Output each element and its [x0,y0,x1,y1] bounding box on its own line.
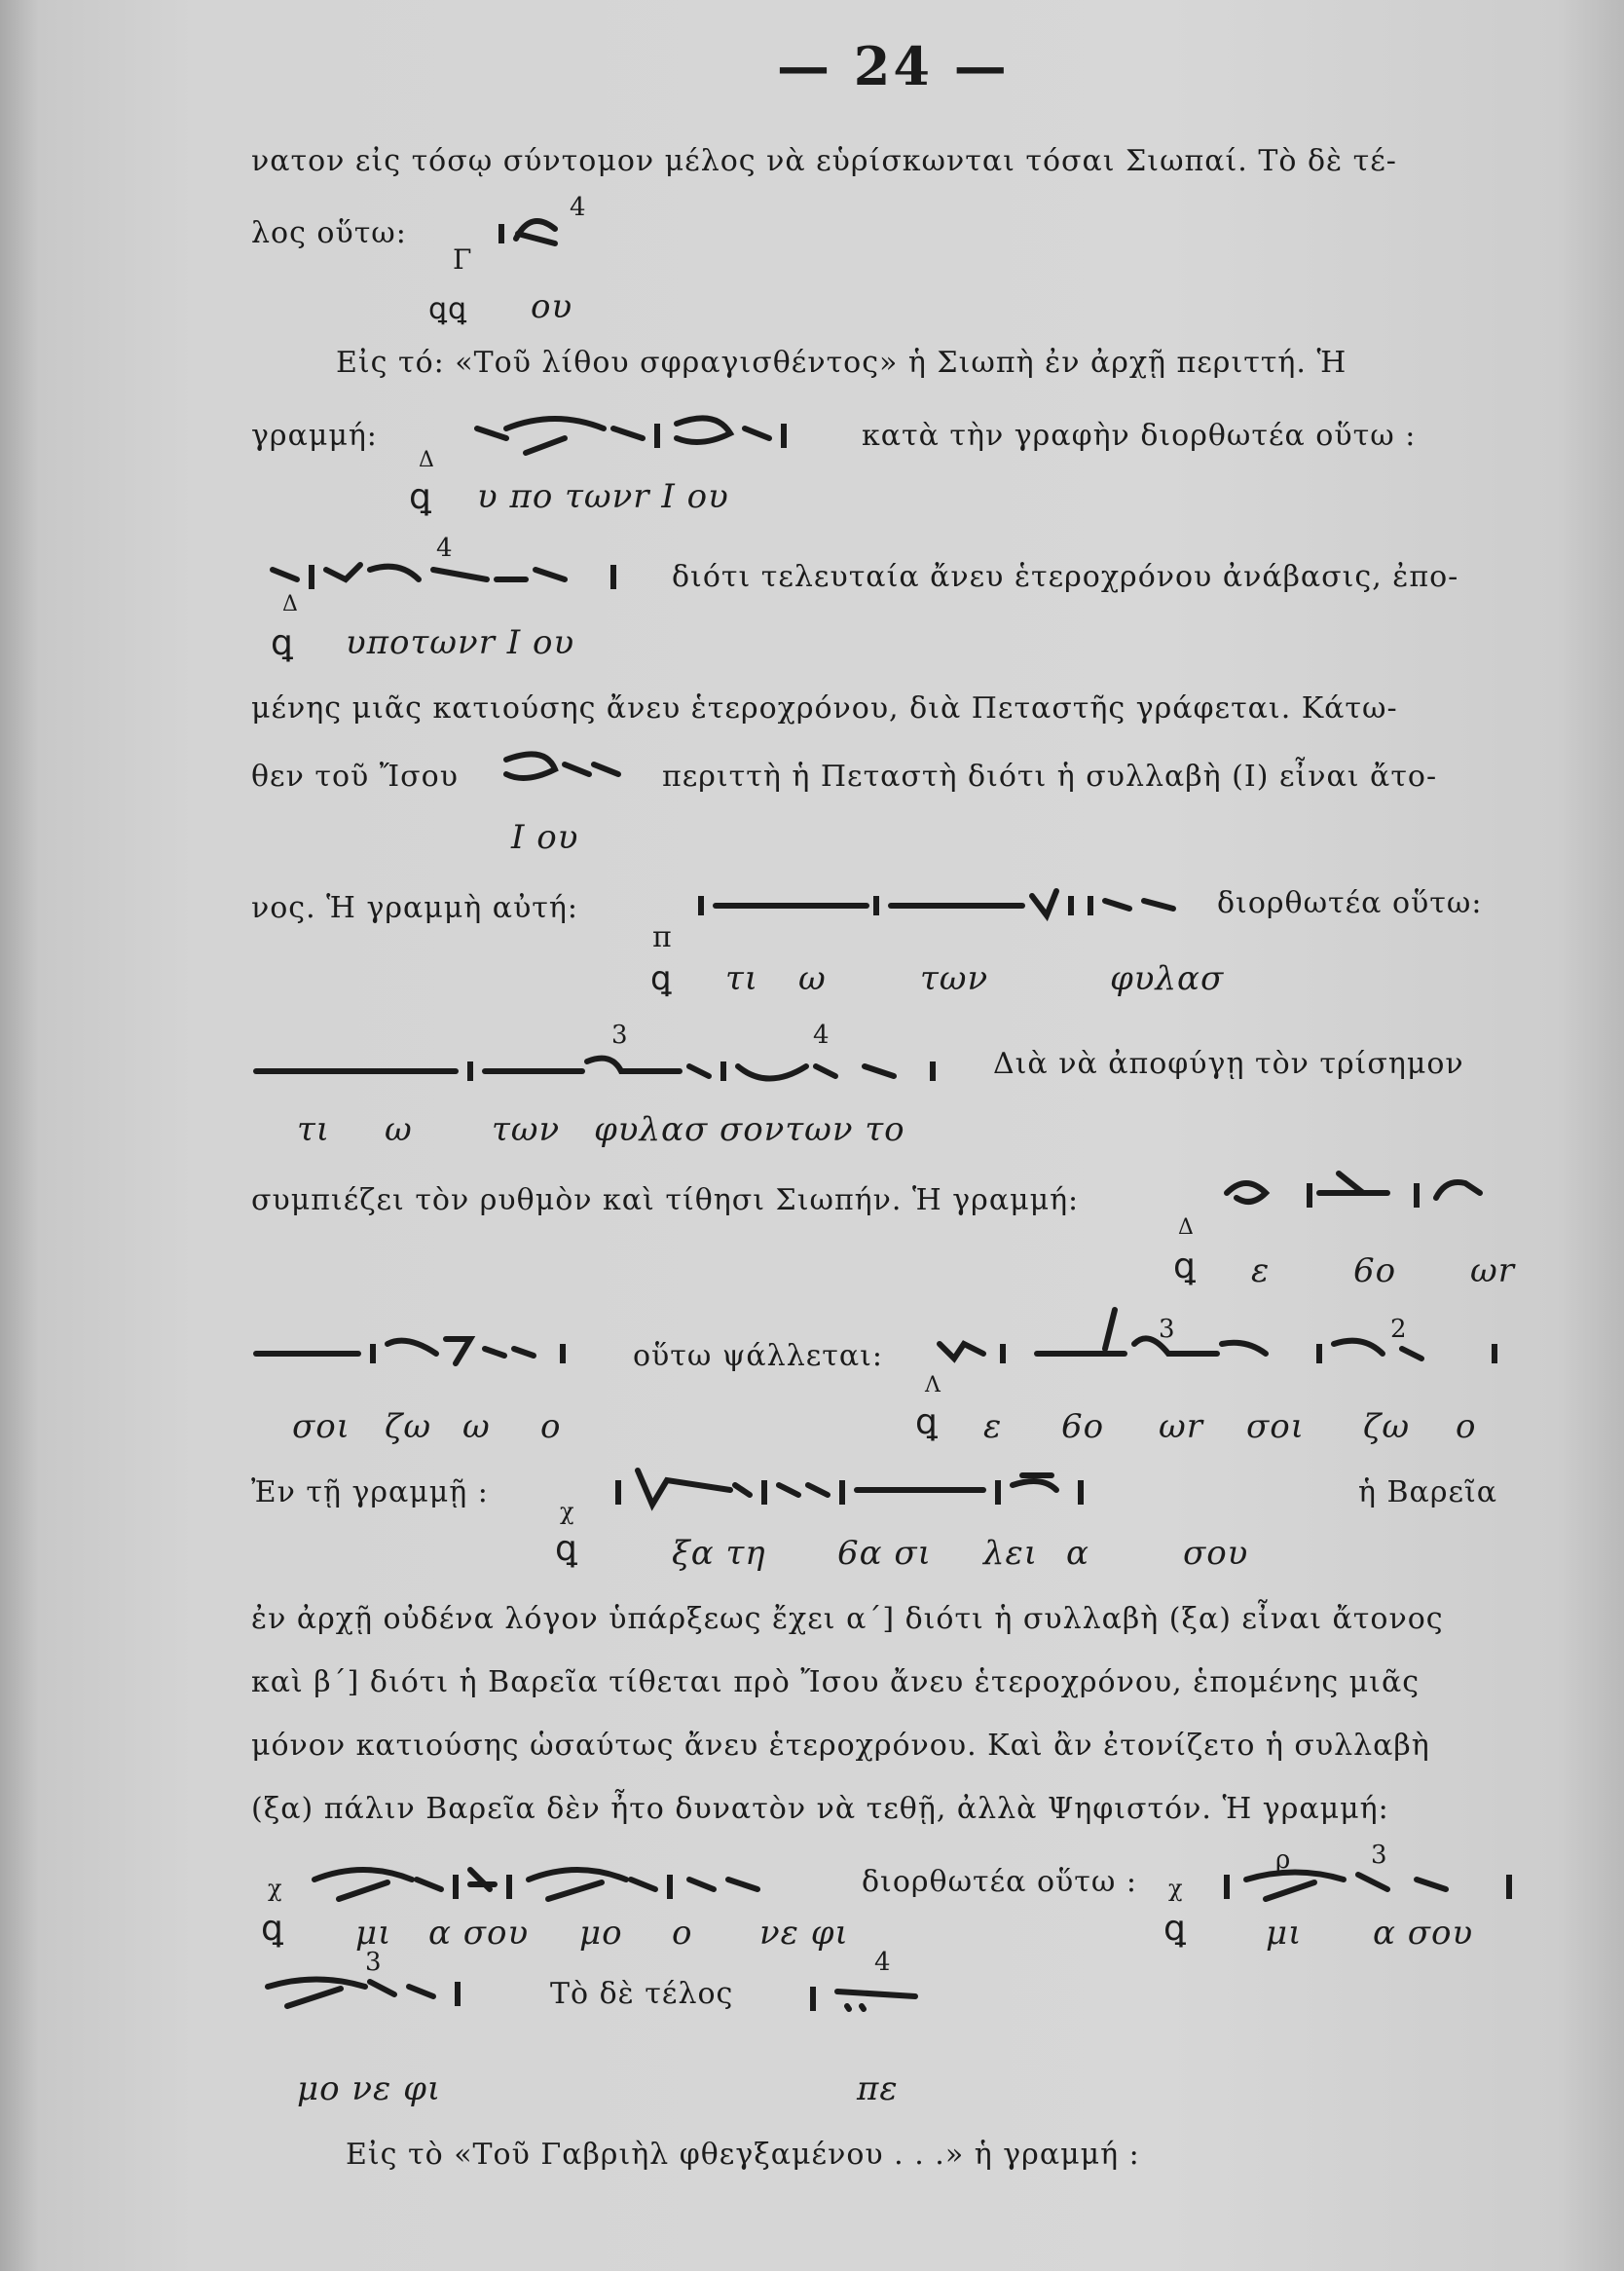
martyria-mark: ꝗ [915,1402,939,1442]
text-line: Τὸ δὲ τέλος [550,1977,734,2011]
syllable: πε [857,2069,899,2108]
text-line: ἡ Βαρεῖα [1358,1475,1498,1509]
text-line: μένης μιᾶς κατιούσης ἄνευ ἑτεροχρόνου, διὰ Πεταστῆς γράφεται. Κάτω- [251,691,1398,726]
neume-mark: ꝗꝗ [428,292,468,326]
syllable: σου [1183,1534,1249,1573]
chi-mark: χ [268,1875,282,1902]
martyria-mark: ꝗ [555,1529,578,1569]
numeral-mark: 3 [1371,1841,1387,1870]
syllable: νε φι [759,1914,849,1953]
syllable: σοι [1246,1407,1306,1446]
syllable: ο [540,1407,562,1446]
neume-sequence [251,1324,592,1383]
text-line: μόνον κατιούσης ὡσαύτως ἄνευ ἑτεροχρόνου. Καὶ ἂν ἐτονίζετο ἡ συλλαβὴ [251,1729,1430,1763]
syllable: φυλασ [1110,959,1225,998]
syllable-line: Ι ου [511,818,579,857]
text-line: Εἰς τό: «Τοῦ λίθου σφραγισθέντος» ἡ Σιωπὴ ἐν ἀρχῇ περιττή. Ἡ [336,346,1347,380]
delta-mark: Λ [925,1373,941,1397]
neume-sequence [467,409,818,477]
syllable: ο [672,1914,693,1953]
syllable: μο [579,1914,623,1953]
martyria-mark: ꝗ [650,959,673,998]
syllable: μι [355,1914,392,1953]
martyria-mark: Γ [453,243,473,276]
text-line: περιττὴ ἡ Πεταστὴ διότι ἡ συλλαβὴ (Ι) εἶναι ἄτο- [662,760,1438,794]
syllable: μι [1266,1914,1303,1953]
text-line: νατον εἰς τόσῳ σύντομον μέλος νὰ εὑρίσκωνται τόσαι Σιωπαί. Τὸ δὲ τέ- [251,144,1397,178]
text-line: λος οὕτω: [251,216,407,250]
syllable: τι [725,959,759,998]
syllable: ο [1456,1407,1477,1446]
chi-mark: χ [1168,1875,1183,1902]
syllable: ζω [1363,1407,1411,1446]
syllable-line: υ πο τωνr Ι ου [477,477,729,516]
text-line: Ἐν τῇ γραμμῇ : [251,1475,489,1509]
delta-mark: Δ [1178,1215,1194,1240]
text-line: κατὰ τὴν γραφὴν διορθωτέα οὕτω : [862,419,1417,453]
text-line: γραμμή: [251,419,378,453]
syllable: α σου [428,1914,530,1953]
numeral-mark: 3 [1159,1315,1175,1344]
text-line: (ξα) πάλιν Βαρεῖα δὲν ἦτο δυνατὸν νὰ τεθῇ, ἀλλὰ Ψηφιστόν. Ἡ γραμμή: [251,1792,1389,1826]
syllable: ω [462,1407,491,1446]
neume-sequence [263,555,633,604]
numeral-mark: 4 [874,1948,891,1977]
delta-mark: Δ [419,448,434,472]
martyria-mark: ꝗ [409,477,432,517]
numeral-mark: 4 [570,193,586,222]
syllable: 6ο [1061,1407,1105,1446]
text-line: διορθωτέα οὕτω: [1217,886,1483,920]
chi-mark: χ [560,1498,574,1525]
syllable: ε [983,1407,1003,1446]
syllable: μο νε φι [297,2069,442,2108]
syllable: σοι [292,1407,351,1446]
neume-glyph [808,1972,925,2030]
syllable: ε [1251,1251,1271,1290]
text-line: οὕτω ψάλλεται: [633,1339,883,1373]
numeral-mark: 4 [813,1021,830,1050]
syllable: ωr [1159,1407,1203,1446]
martyria-mark: ꝗ [1163,1909,1187,1949]
syllable: λει [983,1534,1039,1573]
syllable: ου [531,287,573,326]
syllable: 6ο [1353,1251,1397,1290]
syllable: των [492,1110,561,1149]
text-line: διορθωτέα οὕτω : [862,1865,1137,1899]
martyria-mark: ꝗ [1173,1247,1197,1286]
martyria-mark: ꝗ [261,1909,284,1949]
neume-sequence [1222,1169,1533,1227]
text-line: νος. Ἡ γραμμὴ αὐτή: [251,891,578,925]
syllable: τι [297,1110,331,1149]
syllable: ωr [1470,1251,1515,1290]
neume-sequence [696,881,1202,930]
syllable: 6α σι [837,1534,932,1573]
syllable: α σου [1373,1914,1474,1953]
rho-mark: ρ [1275,1845,1291,1875]
neume-sequence [263,1967,487,2026]
syllable: ξα τη [672,1534,766,1573]
syllable-line: υποτωνr Ι ου [346,623,575,662]
text-line: θεν τοῦ Ἴσου [251,760,459,794]
neume-glyph [497,205,565,263]
syllable: ω [385,1110,413,1149]
numeral-mark: 4 [436,534,453,563]
text-line: καὶ β´] διότι ἡ Βαρεῖα τίθεται πρὸ Ἴσου ἄνευ ἑτεροχρόνου, ἑπομένης μιᾶς [251,1665,1420,1699]
syllable: των [920,959,989,998]
page-number: — 24 — [777,35,1010,97]
martyria-mark: ꝗ [271,623,294,663]
numeral-mark: 3 [611,1021,628,1050]
neume-sequence [613,1461,1285,1519]
neume-glyph [497,745,623,803]
neume-sequence [935,1300,1519,1378]
syllable: ζω [385,1407,432,1446]
numeral-mark: 3 [365,1948,382,1977]
syllable: ω [798,959,827,998]
pi-mark: π [652,920,673,954]
text-line: ἐν ἀρχῇ οὐδένα λόγον ὑπάρξεως ἔχει α´] διότι ἡ συλλαβὴ (ξα) εἶναι ἄτονος [251,1602,1444,1636]
text-line: Εἰς τὸ «Τοῦ Γαβριὴλ φθεγξαμένου . . .» ἡ γραμμή : [346,2138,1140,2172]
syllable: α [1066,1534,1089,1573]
text-line: συμπιέζει τὸν ρυθμὸν καὶ τίθησι Σιωπήν. Ἡ γραμμή: [251,1183,1080,1217]
neume-sequence [251,1047,962,1105]
text-line: Διὰ νὰ ἀποφύγῃ τὸν τρίσημον [993,1047,1464,1081]
text-line: διότι τελευταία ἄνευ ἑτεροχρόνου ἀνάβασις, ἐπο- [672,560,1459,594]
syllable: φυλασ σοντων το [594,1110,905,1149]
numeral-mark: 2 [1390,1315,1407,1344]
delta-mark: Δ [282,592,298,616]
